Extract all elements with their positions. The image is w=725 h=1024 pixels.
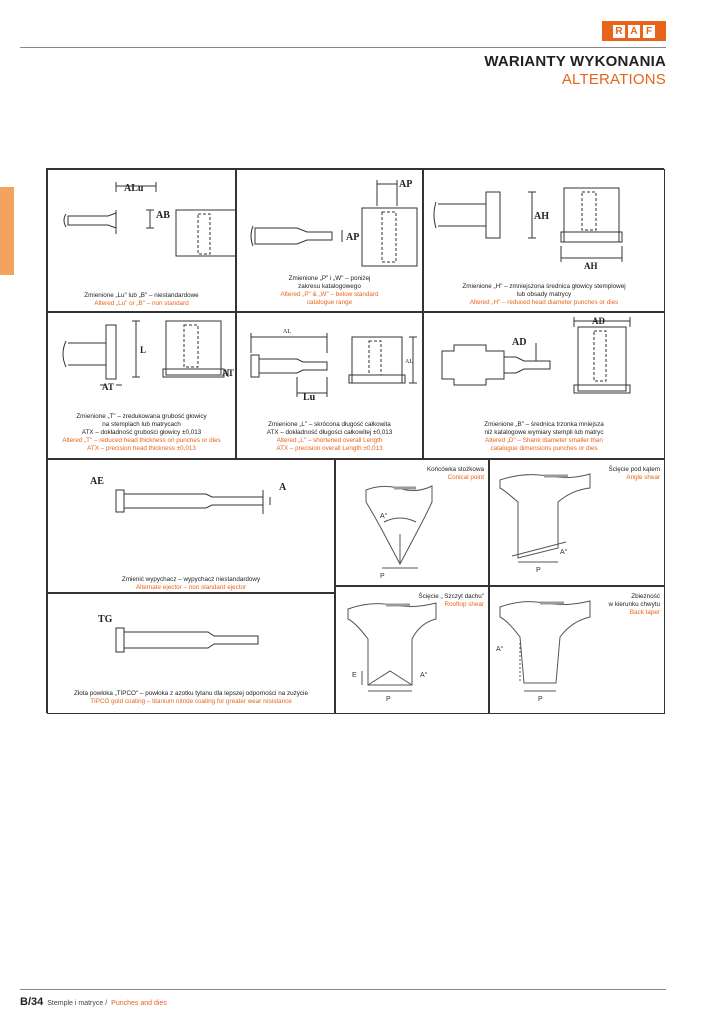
footer-text-en: Punches and dies <box>111 1000 167 1007</box>
h-caption-pl2: lub obsady matrycy <box>516 291 572 298</box>
cell-angle-shear <box>489 459 665 586</box>
section-tab <box>0 187 14 275</box>
rooftop-caption <box>418 593 484 609</box>
dim-ae: AE <box>90 476 104 487</box>
dim-lu: Lu <box>303 392 316 403</box>
header-divider <box>20 47 666 48</box>
dim-p-rooftop: P <box>386 696 391 703</box>
h-caption-en: Altered „H" – reduced head diameter punches or dies <box>469 299 619 306</box>
dim-a-deg-angle: A° <box>560 549 568 556</box>
angle-caption <box>609 466 660 482</box>
cell-altered-lu <box>47 169 236 312</box>
logo-letter-r: R <box>613 25 625 38</box>
logo-letter-a: A <box>628 25 640 38</box>
footer <box>20 996 167 1008</box>
l-caption <box>241 421 418 453</box>
conical-caption-en: Conical point <box>447 474 484 481</box>
page-number: B/34 <box>20 996 44 1008</box>
tg-caption-pl: Złota powłoka „TIPCO" – powłoka z azotku tytanu dla lepszej odporności na zużycie <box>74 690 308 697</box>
dim-a-deg-conical: A° <box>380 513 388 520</box>
dim-ad-top: AD <box>592 316 605 326</box>
rooftop-caption-en: Rooftop shear <box>444 601 484 608</box>
dim-a: A <box>279 482 287 493</box>
d-caption-en2: catalogue dimensions punches or dies <box>490 445 598 452</box>
cell-altered-l <box>236 312 423 459</box>
d-caption <box>428 421 660 453</box>
dim-ah-side: AH <box>534 211 549 222</box>
l-caption-en1: Altered „L" – shortened overall Length <box>276 437 383 444</box>
dim-at-left: AT <box>102 382 114 392</box>
cell-altered-h <box>423 169 665 312</box>
dim-al-top: AL <box>283 329 291 335</box>
t-caption-en1: Altered „T" – reduced head thickness on punches or dies <box>62 437 221 444</box>
conical-caption-pl: Końcówka stożkowa <box>426 466 484 473</box>
l-caption-pl1: Zmienione „L" – skrócona długość całkowita <box>268 421 391 428</box>
t-caption-pl3: ATX – dokładność grubości głowicy ±0,013 <box>81 429 202 436</box>
ae-caption-en: Alternate ejector – non standard ejector <box>135 584 247 591</box>
pw-caption-en1: Altered „P" & „W" – below standard <box>280 291 379 298</box>
ae-caption-pl: Zmienić wypychacz – wypychacz niestandardowy <box>121 576 261 583</box>
d-caption-pl1: Zmienione „B" – średnica trzonka mniejsza <box>484 421 604 428</box>
dim-ap-top: AP <box>399 179 413 190</box>
dim-ah-bottom: AH <box>584 261 598 271</box>
rooftop-caption-pl: Ścięcie „ Szczyt dachu" <box>418 593 484 600</box>
page-subtitle: ALTERATIONS <box>561 71 666 88</box>
footer-text-pl: Stemple i matryce / <box>47 1000 108 1007</box>
h-caption-pl1: Zmienione „H" – zmniejszona średnica głowicy stemplowej <box>462 283 626 290</box>
dim-p-angle: P <box>536 567 541 574</box>
angle-caption-pl: Ścięcie pod kątem <box>608 466 660 473</box>
t-caption-pl1: Zmienione „T" – zredukowana grubość głowicy <box>76 413 207 420</box>
cell-conical-point <box>335 459 489 586</box>
h-caption <box>428 283 660 307</box>
taper-caption-en: Back taper <box>629 609 660 616</box>
dim-at-right: AT <box>222 368 234 378</box>
angle-caption-en: Angle shear <box>626 474 660 481</box>
pw-caption <box>241 275 418 307</box>
cell-altered-t <box>47 312 236 459</box>
pw-caption-en2: catalogue range <box>306 299 353 306</box>
cell-alternate-ejector <box>47 459 335 593</box>
dim-p-conical: P <box>380 573 385 580</box>
raf-logo <box>602 21 666 41</box>
cell-altered-d <box>423 312 665 459</box>
t-caption-pl2: na stemplach lub matrycach <box>102 421 181 428</box>
tg-caption-en: TIPCO gold coating – titanium nitride coating for greater wear resistance <box>90 698 292 705</box>
taper-caption-pl1: Zbieżność <box>631 593 660 600</box>
cell-altered-pw <box>236 169 423 312</box>
dim-l: L <box>140 345 147 355</box>
cell-tipco-coating <box>47 593 335 714</box>
dim-e-rooftop: E <box>352 672 357 679</box>
logo-letter-f: F <box>643 25 655 38</box>
lu-caption-pl: Zmienione „Lu" lub „B" – niestandardowe <box>84 292 199 299</box>
pw-caption-pl2: zakresu katalogowego <box>298 283 361 290</box>
cell-rooftop-shear <box>335 586 489 714</box>
ae-caption <box>52 576 330 592</box>
dim-alu: ALu <box>124 183 144 194</box>
dim-al-side: AL <box>405 359 413 365</box>
l-caption-en2: ATX – precision overall Length ±0,013 <box>276 445 383 452</box>
t-caption-en2: ATX – precision head thickness ±0,013 <box>87 445 196 452</box>
tg-caption <box>52 690 330 706</box>
dim-a-deg-taper: A° <box>496 646 504 653</box>
t-caption <box>52 413 231 453</box>
dim-ad-side: AD <box>512 337 527 348</box>
l-caption-pl2: ATX – dokładność długości całkowitej ±0,013 <box>266 429 393 436</box>
dim-ap-side: AP <box>346 232 360 243</box>
dim-a-deg-rooftop: A° <box>420 672 428 679</box>
lu-caption <box>52 292 231 308</box>
taper-caption-pl2: w kierunku chwytu <box>608 601 660 608</box>
d-caption-en1: Altered „D" – Shank diameter smaller than <box>485 437 603 444</box>
footer-divider <box>20 989 666 990</box>
pw-caption-pl1: Zmienione „P" i „W" – poniżej <box>288 275 371 282</box>
dim-p-taper: P <box>538 696 543 703</box>
conical-caption <box>427 466 484 482</box>
taper-caption <box>609 593 660 617</box>
ae-drawing <box>48 460 336 594</box>
lu-caption-en: Altered „Lu" or „B" – non standard <box>94 300 189 307</box>
page-title: WARIANTY WYKONANIA <box>484 53 666 70</box>
dim-ab: AB <box>156 210 170 221</box>
cell-back-taper <box>489 586 665 714</box>
alterations-diagram-frame <box>46 168 664 713</box>
dim-tg: TG <box>98 614 113 625</box>
d-caption-pl2: niż katalogowe wymiary stempli lub matryc <box>484 429 604 436</box>
